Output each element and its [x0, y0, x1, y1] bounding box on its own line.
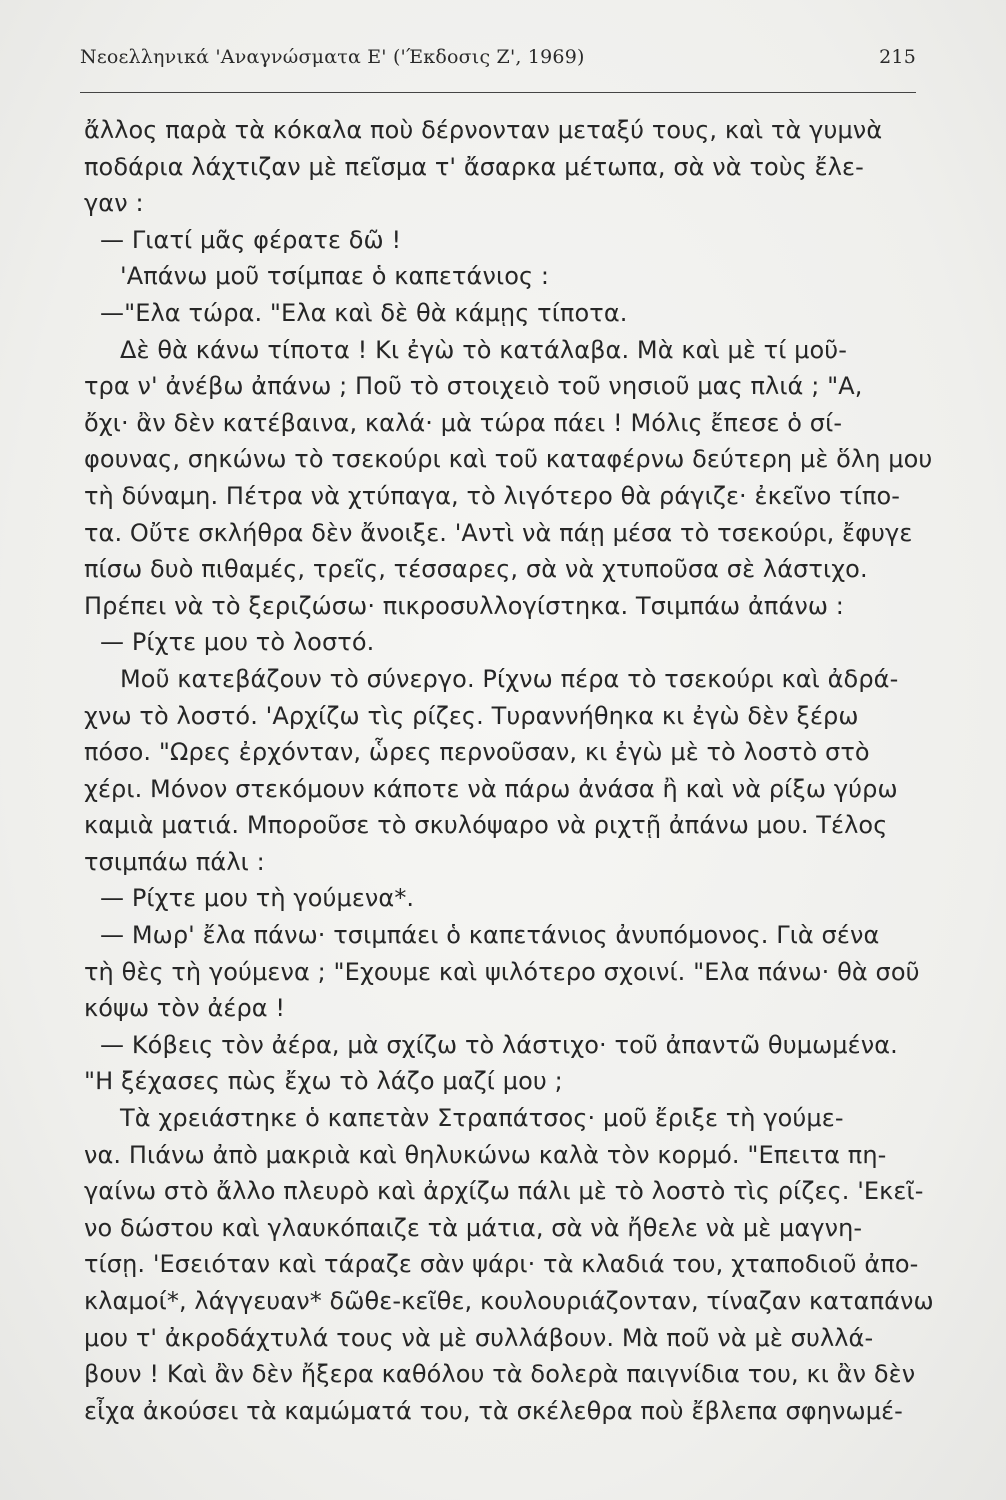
- dialog-line: — Μωρ' ἔλα πάνω· τσιμπάει ὁ καπετάνιος ἀνυπόμονος. Γιὰ σένα: [100, 921, 880, 950]
- body-text: [84, 112, 934, 1429]
- dialog-line: — Ρίχτε μου τὸ λοστό.: [100, 628, 375, 657]
- text-line: πόσο. "Ωρες ἐρχόνταν, ὧρες περνοῦσαν, κι ἐγὼ μὲ τὸ λοστὸ στὸ: [84, 738, 870, 767]
- text-line: τα. Οὔτε σκλήθρα δὲν ἄνοιξε. 'Αντὶ νὰ πάῃ μέσα τὸ τσεκούρι, ἔφυγε: [84, 518, 913, 547]
- text-line: καμιὰ ματιά. Μποροῦσε τὸ σκυλόψαρο νὰ ριχτῇ ἀπάνω μου. Τέλος: [84, 811, 888, 840]
- text-line: τίσῃ. 'Εσειόταν καὶ τάραζε σὰν ψάρι· τὰ κλαδιά του, χταποδιοῦ ἀπο-: [84, 1250, 919, 1279]
- text-line: "Η ξέχασες πὼς ἔχω τὸ λάζο μαζί μου ;: [84, 1067, 563, 1096]
- page-number: 215: [879, 46, 916, 68]
- text-line: τρα ν' ἀνέβω ἀπάνω ; Ποῦ τὸ στοιχειὸ τοῦ νησιοῦ μας πλιά ; "Α,: [84, 372, 863, 401]
- text-line: γαν :: [84, 189, 144, 218]
- text-line: χέρι. Μόνον στεκόμουν κάποτε νὰ πάρω ἀνάσα ἢ καὶ νὰ ρίξω γύρω: [84, 774, 898, 803]
- text-line: ποδάρια λάχτιζαν μὲ πεῖσμα τ' ἄσαρκα μέτωπα, σὰ νὰ τοὺς ἔλε-: [84, 152, 864, 181]
- text-line: πίσω δυὸ πιθαμές, τρεῖς, τέσσαρες, σὰ νὰ χτυποῦσα σὲ λάστιχο.: [84, 555, 868, 584]
- text-line: εἶχα ἀκούσει τὰ καμώματά του, τὰ σκέλεθρα ποὺ ἔβλεπα σφηνωμέ-: [84, 1396, 903, 1425]
- text-line: ὄχι· ἂν δὲν κατέβαινα, καλά· μὰ τώρα πάει ! Μόλις ἔπεσε ὁ σί-: [84, 408, 843, 437]
- dialog-line: — Ρίχτε μου τὴ γούμενα*.: [100, 884, 415, 913]
- text-line: μου τ' ἀκροδάχτυλά τους νὰ μὲ συλλάβουν. Μὰ ποῦ νὰ μὲ συλλά-: [84, 1323, 874, 1352]
- text-line: Πρέπει νὰ τὸ ξεριζώσω· πικροσυλλογίστηκα. Τσιμπάω ἀπάνω :: [84, 591, 844, 620]
- dialog-line: — Κόβεις τὸν ἀέρα, μὰ σχίζω τὸ λάστιχο· τοῦ ἀπαντῶ θυμωμένα.: [100, 1030, 898, 1059]
- text-line: να. Πιάνω ἀπὸ μακριὰ καὶ θηλυκώνω καλὰ τὸν κορμό. "Επειτα πη-: [84, 1140, 887, 1169]
- text-line: ἄλλος παρὰ τὰ κόκαλα ποὺ δέρνονταν μεταξύ τους, καὶ τὰ γυμνὰ: [84, 116, 883, 144]
- paragraph-start-line: Τὰ χρειάστηκε ὁ καπετὰν Στραπάτσος· μοῦ ἔριξε τὴ γούμε-: [120, 1104, 844, 1133]
- header-rule: [80, 92, 916, 93]
- text-line: τὴ θὲς τὴ γούμενα ; "Εχουμε καὶ ψιλότερο σχοινί. "Ελα πάνω· θὰ σοῦ: [84, 957, 920, 986]
- text-line: νο δώστου καὶ γλαυκόπαιζε τὰ μάτια, σὰ νὰ ἤθελε νὰ μὲ μαγνη-: [84, 1213, 863, 1242]
- text-line: κλαμοί*, λάγγευαν* δῶθε-κεῖθε, κουλουριάζονταν, τίναζαν καταπάνω: [84, 1287, 934, 1315]
- text-line: τσιμπάω πάλι :: [84, 847, 265, 876]
- text-line: κόψω τὸν ἀέρα !: [84, 994, 286, 1023]
- dialog-line: — Γιατί μᾶς φέρατε δῶ !: [100, 225, 402, 254]
- text-line: χνω τὸ λοστό. 'Αρχίζω τὶς ρίζες. Τυραννήθηκα κι ἐγὼ δὲν ξέρω: [84, 701, 859, 730]
- text-line: γαίνω στὸ ἄλλο πλευρὸ καὶ ἀρχίζω πάλι μὲ τὸ λοστὸ τὶς ρίζες. 'Εκεῖ-: [84, 1177, 924, 1206]
- paragraph-start-line: Δὲ θὰ κάνω τίποτα ! Κι ἐγὼ τὸ κατάλαβα. Μὰ καὶ μὲ τί μοῦ-: [120, 335, 848, 364]
- text-line: τὴ δύναμη. Πέτρα νὰ χτύπαγα, τὸ λιγότερο θὰ ράγιζε· ἐκεῖνο τίπο-: [84, 481, 901, 510]
- paragraph-start-line: Μοῦ κατεβάζουν τὸ σύνεργο. Ρίχνω πέρα τὸ τσεκούρι καὶ ἀδρά-: [120, 664, 899, 693]
- text-line: βουν ! Καὶ ἂν δὲν ἤξερα καθόλου τὰ δολερὰ παιγνίδια του, κι ἂν δὲν: [84, 1360, 916, 1389]
- text-line: φουνας, σηκώνω τὸ τσεκούρι καὶ τοῦ καταφέρνω δεύτερη μὲ ὅλη μου: [84, 445, 933, 474]
- dialog-line: —"Ελα τώρα. "Ελα καὶ δὲ θὰ κάμῃς τίποτα.: [100, 298, 628, 327]
- paragraph-start-line: 'Απάνω μοῦ τσίμπαε ὁ καπετάνιος :: [120, 262, 550, 291]
- running-header-title: Νεοελληνικά 'Αναγνώσματα Ε' ('Έκδοσις Ζ', 1969): [80, 46, 585, 68]
- running-header: [80, 46, 916, 76]
